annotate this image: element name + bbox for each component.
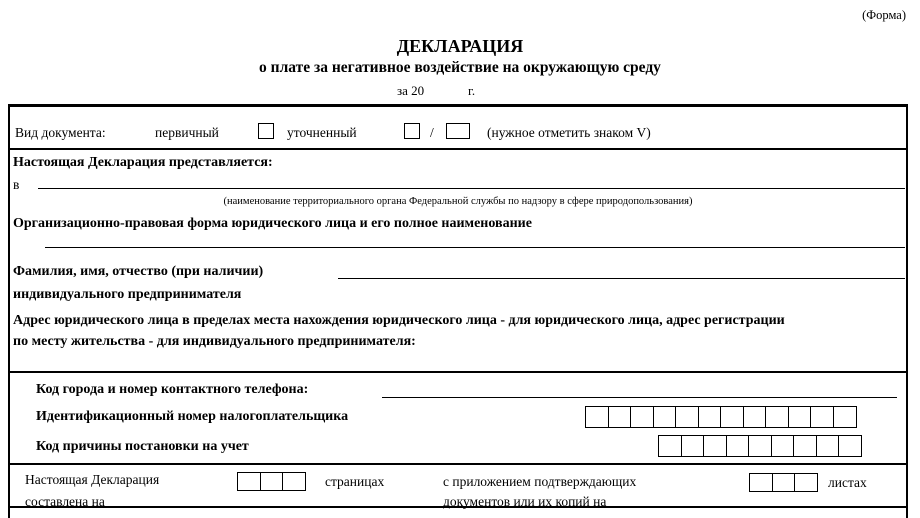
digit-cell[interactable] <box>772 473 796 492</box>
legal-form-input-line[interactable] <box>45 247 905 248</box>
section-divider <box>8 463 908 465</box>
authority-caption: (наименование территориального органа Федеральной службы по надзору в сфере природопользования) <box>223 196 693 207</box>
digit-cell[interactable] <box>794 473 818 492</box>
address-label-line2: по месту жительства - для индивидуального предпринимателя: <box>13 334 416 349</box>
attachment-label-line2: документов или их копий на <box>443 494 607 509</box>
digit-cell[interactable] <box>726 435 750 457</box>
form-note: (Форма) <box>862 8 906 22</box>
digit-cell[interactable] <box>630 406 654 428</box>
page-subtitle: о плате за негативное воздействие на окружающую среду <box>259 59 661 76</box>
attachment-label-line1: с приложением подтверждающих <box>443 474 637 489</box>
digit-cell[interactable] <box>658 435 682 457</box>
correction-number-checkbox[interactable] <box>446 123 470 139</box>
year-suffix-label: г. <box>468 83 476 98</box>
digit-cell[interactable] <box>653 406 677 428</box>
digit-cell[interactable] <box>833 406 857 428</box>
digit-cell[interactable] <box>748 435 772 457</box>
digit-cell[interactable] <box>681 435 705 457</box>
adjusted-checkbox[interactable] <box>404 123 420 139</box>
digit-cell[interactable] <box>675 406 699 428</box>
mark-hint-label: (нужное отметить знаком V) <box>487 125 651 140</box>
submission-heading: Настоящая Декларация представляется: <box>13 155 273 170</box>
primary-label: первичный <box>155 125 219 140</box>
kpp-label: Код причины постановки на учет <box>36 439 249 454</box>
year-prefix-label: за 20 <box>397 83 425 98</box>
digit-cell[interactable] <box>749 473 773 492</box>
digit-cell[interactable] <box>698 406 722 428</box>
digit-cell[interactable] <box>585 406 609 428</box>
compiled-label-line1: Настоящая Декларация <box>25 472 160 487</box>
fio-label-line1: Фамилия, имя, отчество (при наличии) <box>13 264 264 279</box>
legal-form-label: Организационно-правовая форма юридического лица и его полное наименование <box>13 216 532 231</box>
digit-cell[interactable] <box>810 406 834 428</box>
slash-separator: / <box>430 125 434 140</box>
primary-checkbox[interactable] <box>258 123 274 139</box>
fio-label-line2: индивидуального предпринимателя <box>13 287 242 302</box>
authority-input-line[interactable] <box>38 188 905 189</box>
inn-label: Идентификационный номер налогоплательщика <box>36 409 349 424</box>
digit-cell[interactable] <box>260 472 284 491</box>
pages-cells[interactable] <box>237 472 306 491</box>
address-label-line1: Адрес юридического лица в пределах места нахождения юридического лица - для юридического лица, адрес регистрации <box>13 313 785 328</box>
sheets-label: листах <box>828 475 867 490</box>
kpp-cells[interactable] <box>658 435 862 457</box>
digit-cell[interactable] <box>608 406 632 428</box>
compiled-label-line2: составлена на <box>25 494 105 509</box>
phone-label: Код города и номер контактного телефона: <box>36 382 309 397</box>
digit-cell[interactable] <box>788 406 812 428</box>
pages-label: страницах <box>325 474 385 489</box>
doc-type-label: Вид документа: <box>15 125 106 140</box>
digit-cell[interactable] <box>743 406 767 428</box>
digit-cell[interactable] <box>771 435 795 457</box>
digit-cell[interactable] <box>282 472 306 491</box>
digit-cell[interactable] <box>720 406 744 428</box>
digit-cell[interactable] <box>793 435 817 457</box>
section-divider <box>8 371 908 373</box>
fio-input-line[interactable] <box>338 278 905 279</box>
section-divider <box>8 148 908 150</box>
sheets-cells[interactable] <box>749 473 818 492</box>
digit-cell[interactable] <box>816 435 840 457</box>
digit-cell[interactable] <box>838 435 862 457</box>
adjusted-label: уточненный <box>287 125 357 140</box>
digit-cell[interactable] <box>703 435 727 457</box>
page-title: ДЕКЛАРАЦИЯ <box>396 36 524 56</box>
phone-input-line[interactable] <box>382 397 897 398</box>
digit-cell[interactable] <box>237 472 261 491</box>
submission-to-label: в <box>13 177 20 192</box>
digit-cell[interactable] <box>765 406 789 428</box>
inn-cells[interactable] <box>585 406 857 428</box>
